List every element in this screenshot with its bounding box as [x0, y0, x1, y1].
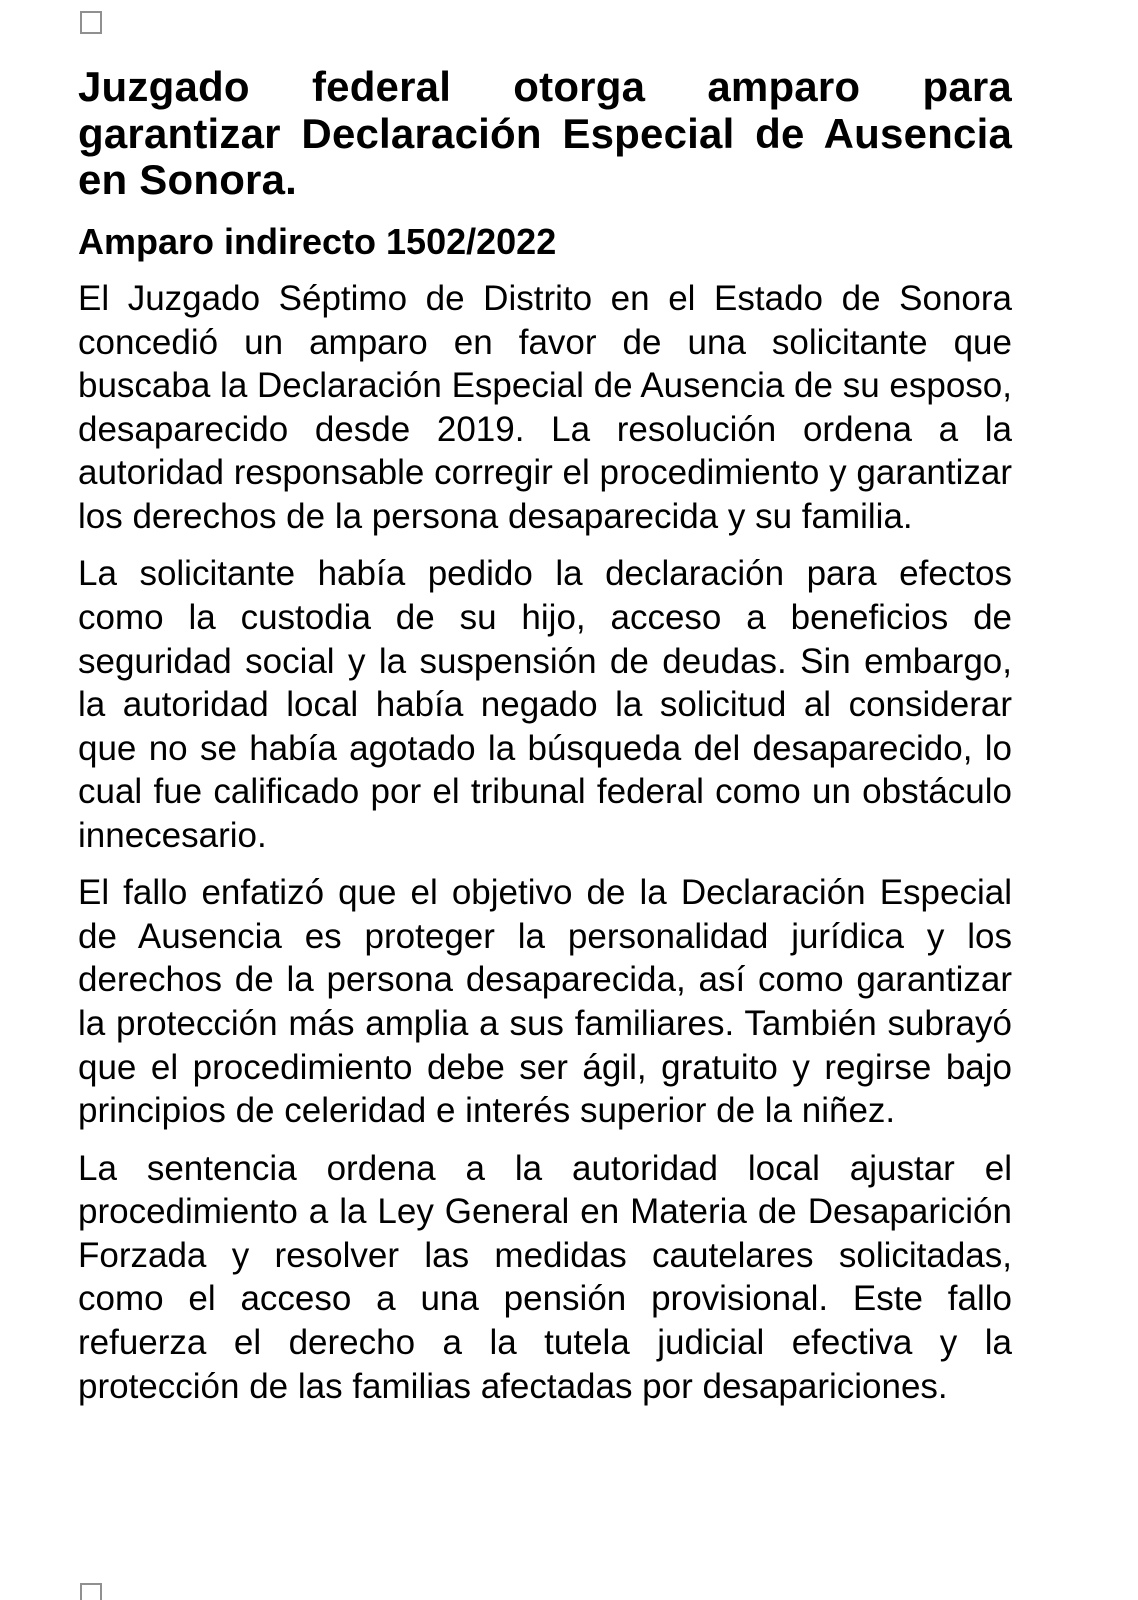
- document-title: Juzgado federal otorga amparo para garantizar Declaración Especial de Ausencia en Sonora.: [78, 63, 1012, 204]
- body-paragraph-2: La solicitante había pedido la declaración para efectos como la custodia de su hijo, acceso a beneficios de seguridad social y la suspensión de deudas. Sin embargo, la autoridad local había negado la solicitud al considerar que no se había agotado la búsqueda del desaparecido, lo cual fue calificado por el tribunal federal como un obstáculo innecesario.: [78, 554, 1012, 855]
- body-paragraph-1: El Juzgado Séptimo de Distrito en el Estado de Sonora concedió un amparo en favor de una solicitante que buscaba la Declaración Especial de Ausencia de su esposo, desaparecido desde 2019. La resolución ordena a la autoridad responsable corregir el procedimiento y garantizar los derechos de la persona desaparecida y su familia.: [78, 279, 1012, 536]
- body-paragraph-3: El fallo enfatizó que el objetivo de la Declaración Especial de Ausencia es proteger la personalidad jurídica y los derechos de la persona desaparecida, así como garantizar la protección más amplia a sus familiares. También subrayó que el procedimiento debe ser ágil, gratuito y regirse bajo principios de celeridad e interés superior de la niñez.: [78, 873, 1012, 1131]
- case-number-subtitle: Amparo indirecto 1502/2022: [78, 220, 557, 262]
- body-paragraph-4: La sentencia ordena a la autoridad local ajustar el procedimiento a la Ley General en Materia de Desaparición Forzada y resolver las medidas cautelares solicitadas, como el acceso a una pensión provisional. Este fallo refuerza el derecho a la tutela judicial efectiva y la protección de las familias afectadas por desapariciones.: [78, 1148, 1012, 1406]
- document-content: [0, 11, 1138, 1408]
- missing-glyph-box-icon-bottom: [80, 1583, 102, 1600]
- missing-glyph-box-icon: [80, 11, 102, 34]
